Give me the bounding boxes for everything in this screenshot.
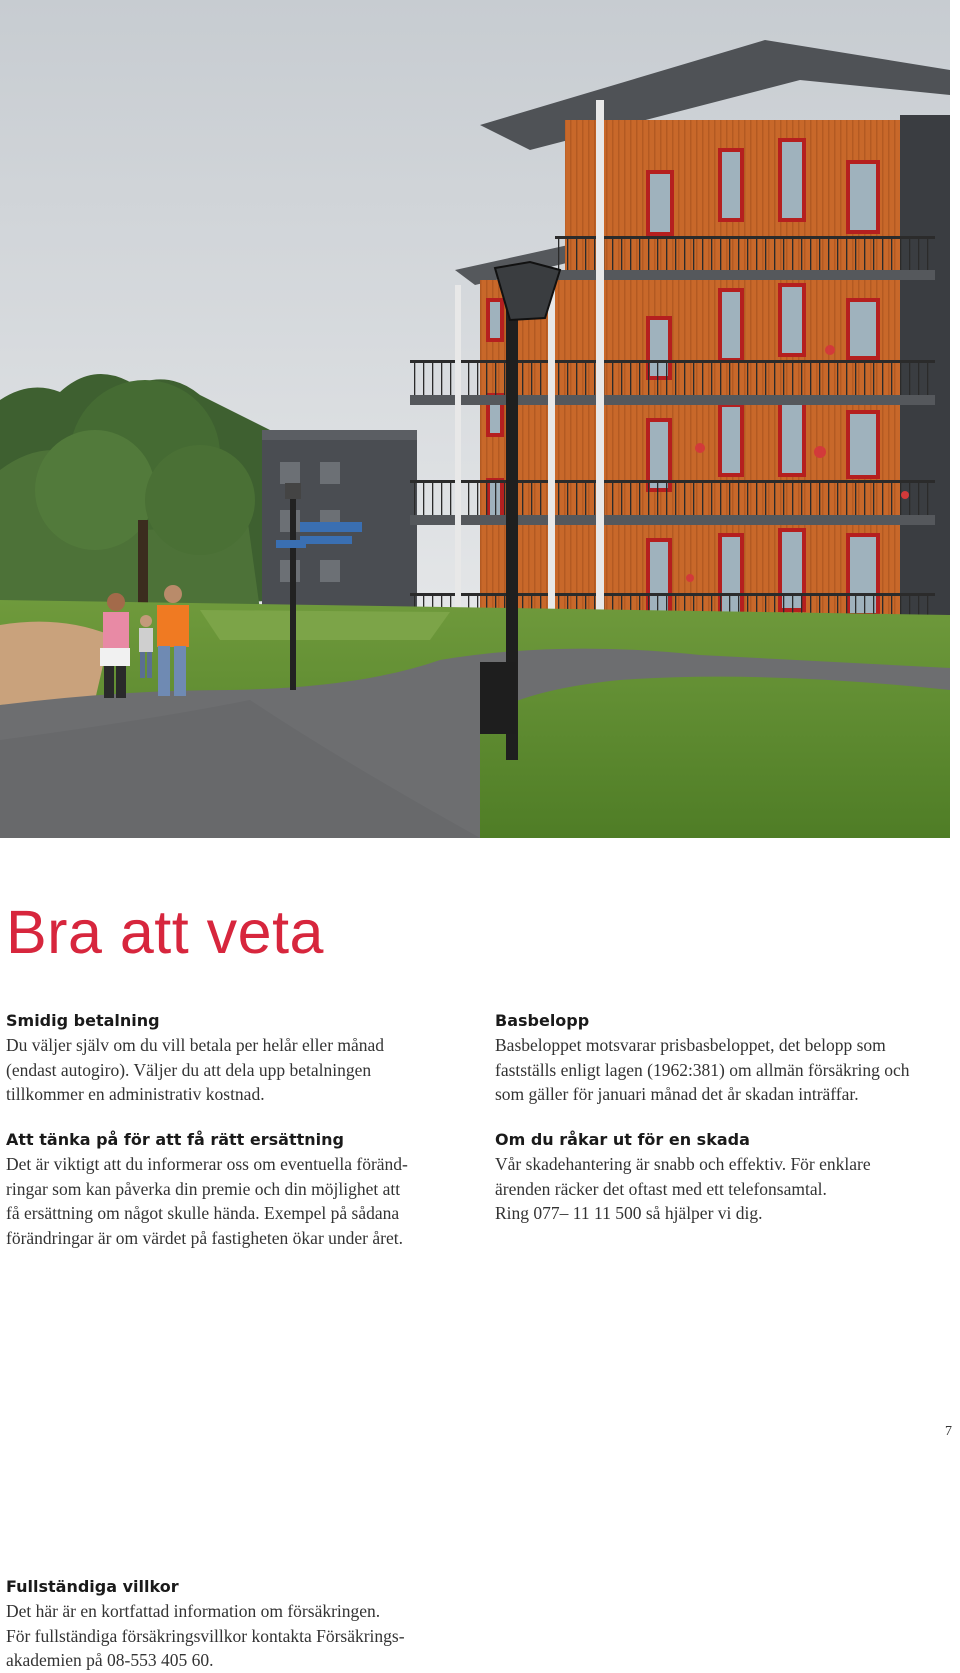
section-basbelopp [495, 1009, 955, 1107]
paragraph-line: akademien på 08-553 405 60. [6, 1650, 214, 1670]
section-att-tanka [6, 1128, 466, 1250]
paragraph-line: förändringar är om värdet på fastigheten ökar under året. [6, 1227, 403, 1248]
apartment-building-photo [0, 0, 950, 838]
paragraph-line: tillkommer en administrativ kostnad. [6, 1084, 265, 1104]
paragraph-line: Du väljer själv om du vill betala per helår eller månad [6, 1035, 385, 1055]
section-heading: Om du råkar ut för en skada [495, 1130, 750, 1149]
paragraph-line: Det är viktigt att du informerar oss om eventuella föränd- [6, 1154, 408, 1174]
paragraph-line: Basbeloppet motsvarar prisbasbeloppet, det belopp som [495, 1035, 886, 1055]
section-om-du-rakar-ut [495, 1128, 955, 1226]
section-heading: Fullständiga villkor [6, 1577, 179, 1596]
paragraph-line: Det här är en kortfattad information om försäkringen. [6, 1601, 381, 1621]
section-heading: Att tänka på för att få rätt ersättning [6, 1130, 344, 1149]
section-heading: Smidig betalning [6, 1011, 160, 1030]
paragraph-line: Vår skadehantering är snabb och effektiv. För enklare [495, 1154, 871, 1174]
paragraph-line: få ersättning om något skulle hända. Exempel på sådana [6, 1203, 400, 1223]
paragraph-line: (endast autogiro). Väljer du att dela upp betalningen [6, 1059, 372, 1080]
page-title: Bra att veta [6, 898, 324, 966]
paragraph-line: ringar som kan påverka din premie och din möjlighet att [6, 1178, 401, 1199]
section-heading: Basbelopp [495, 1011, 590, 1030]
paragraph-line: För fullständiga försäkringsvillkor kontakta Försäkrings- [6, 1625, 405, 1646]
section-smidig-betalning [6, 1009, 456, 1107]
page-number: 7 [945, 1424, 952, 1439]
paragraph-line: Ring 077– 11 11 500 så hjälper vi dig. [495, 1203, 763, 1223]
paragraph-line: ärenden räcker det oftast med ett telefonsamtal. [495, 1178, 827, 1199]
paragraph-line: som gäller för januari månad det år skadan inträffar. [495, 1084, 859, 1104]
section-fullstandiga-villkor [6, 1575, 466, 1673]
paragraph-line: fastställs enligt lagen (1962:381) om allmän försäkring och [495, 1059, 910, 1080]
